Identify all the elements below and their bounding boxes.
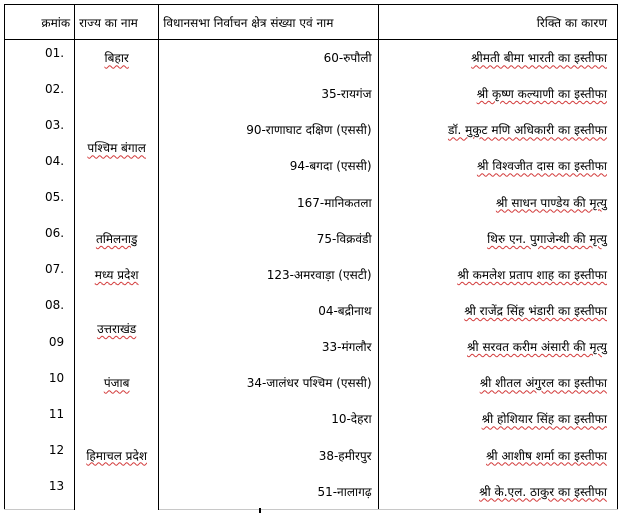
serial-cell: 05. [5, 184, 75, 220]
serial-cell: 04. [5, 148, 75, 184]
table-row [5, 292, 618, 328]
page-edge-mark [259, 508, 261, 513]
state-cell [75, 256, 159, 292]
constituency-cell: 33-मंगलौर [159, 329, 378, 365]
constituency-cell: 34-जालंधर पश्चिम (एससी) [159, 365, 378, 401]
serial-cell: 02. [5, 76, 75, 112]
constituency-cell: 123-अमरवाड़ा (एसटी) [159, 256, 378, 292]
state-name: पंजाब [103, 376, 130, 391]
table-row [5, 76, 618, 112]
header-state: राज्य का नाम [75, 5, 159, 40]
reason-cell [378, 365, 617, 401]
constituency-cell: 51-नालागढ़ [159, 473, 378, 509]
state-name: मध्य प्रदेश [94, 267, 139, 282]
table-row [5, 220, 618, 256]
reason-cell [378, 112, 617, 148]
serial-cell: 09 [5, 329, 75, 365]
constituency-cell: 94-बगदा (एससी) [159, 148, 378, 184]
reason-text: श्री आशीष शर्मा का इस्तीफा [486, 448, 607, 463]
table-row [5, 365, 618, 401]
reason-cell [378, 220, 617, 256]
reason-cell [378, 292, 617, 328]
reason-text: श्री विश्वजीत दास का इस्तीफा [476, 159, 607, 174]
reason-cell [378, 76, 617, 112]
reason-text: श्री के.एल. ठाकुर का इस्तीफा [479, 484, 607, 499]
reason-text: श्री कमलेश प्रताप शाह का इस्तीफा [457, 267, 607, 282]
reason-text: श्री शीतल अंगुरल का इस्तीफा [479, 376, 607, 391]
constituency-cell: 04-बद्रीनाथ [159, 292, 378, 328]
table-header-row [5, 5, 618, 40]
reason-cell [378, 40, 617, 76]
by-election-vacancy-table [4, 4, 618, 510]
state-name: हिमाचल प्रदेश [86, 448, 148, 463]
state-name: तमिलनाडु [95, 231, 138, 246]
serial-cell: 12 [5, 437, 75, 473]
serial-cell: 06. [5, 220, 75, 256]
state-name: उत्तराखंड [97, 322, 137, 337]
serial-cell: 03. [5, 112, 75, 148]
table-row [5, 401, 618, 437]
reason-cell [378, 256, 617, 292]
serial-cell: 13 [5, 473, 75, 509]
constituency-cell: 90-राणाघाट दक्षिण (एससी) [159, 112, 378, 148]
reason-text: श्री कृष्ण कल्याणी का इस्तीफा [476, 87, 607, 102]
serial-cell: 08. [5, 292, 75, 328]
table-row [5, 256, 618, 292]
serial-cell: 07. [5, 256, 75, 292]
reason-text: श्री साधन पाण्डेय की मृत्यु [495, 195, 607, 210]
table-row [5, 40, 618, 76]
state-name: बिहार [104, 51, 129, 66]
state-cell [75, 365, 159, 401]
state-cell [75, 76, 159, 221]
header-constituency: विधानसभा निर्वाचन क्षेत्र संख्या एवं नाम [159, 5, 378, 40]
serial-cell: 01. [5, 40, 75, 76]
reason-cell [378, 329, 617, 365]
reason-text: थिरु एन. पुगाजेन्थी की मृत्यु [487, 231, 607, 246]
state-cell [75, 220, 159, 256]
constituency-cell: 38-हमीरपुर [159, 437, 378, 473]
reason-cell [378, 401, 617, 437]
serial-cell: 10 [5, 365, 75, 401]
reason-cell [378, 148, 617, 184]
reason-text: श्रीमती बीमा भारती का इस्तीफा [471, 51, 607, 66]
reason-text: श्री राजेंद्र सिंह भंडारी का इस्तीफा [464, 304, 607, 319]
state-cell [75, 401, 159, 510]
state-cell [75, 40, 159, 76]
reason-text: डॉ. मुकुट मणि अधिकारी का इस्तीफा [447, 123, 607, 138]
serial-cell: 11 [5, 401, 75, 437]
header-reason: रिक्ति का कारण [378, 5, 617, 40]
constituency-cell: 35-रायगंज [159, 76, 378, 112]
reason-text: श्री होशियार सिंह का इस्तीफा [481, 412, 607, 427]
reason-text: श्री सरवत करीम अंसारी की मृत्यु [467, 340, 607, 355]
header-serial: क्रमांक [5, 5, 75, 40]
constituency-cell: 167-मानिकतला [159, 184, 378, 220]
constituency-cell: 10-देहरा [159, 401, 378, 437]
constituency-cell: 60-रुपौली [159, 40, 378, 76]
reason-cell [378, 437, 617, 473]
state-name: पश्चिम बंगाल [87, 141, 146, 156]
constituency-cell: 75-विक्रवंडी [159, 220, 378, 256]
state-cell [75, 292, 159, 364]
reason-cell [378, 473, 617, 509]
reason-cell [378, 184, 617, 220]
